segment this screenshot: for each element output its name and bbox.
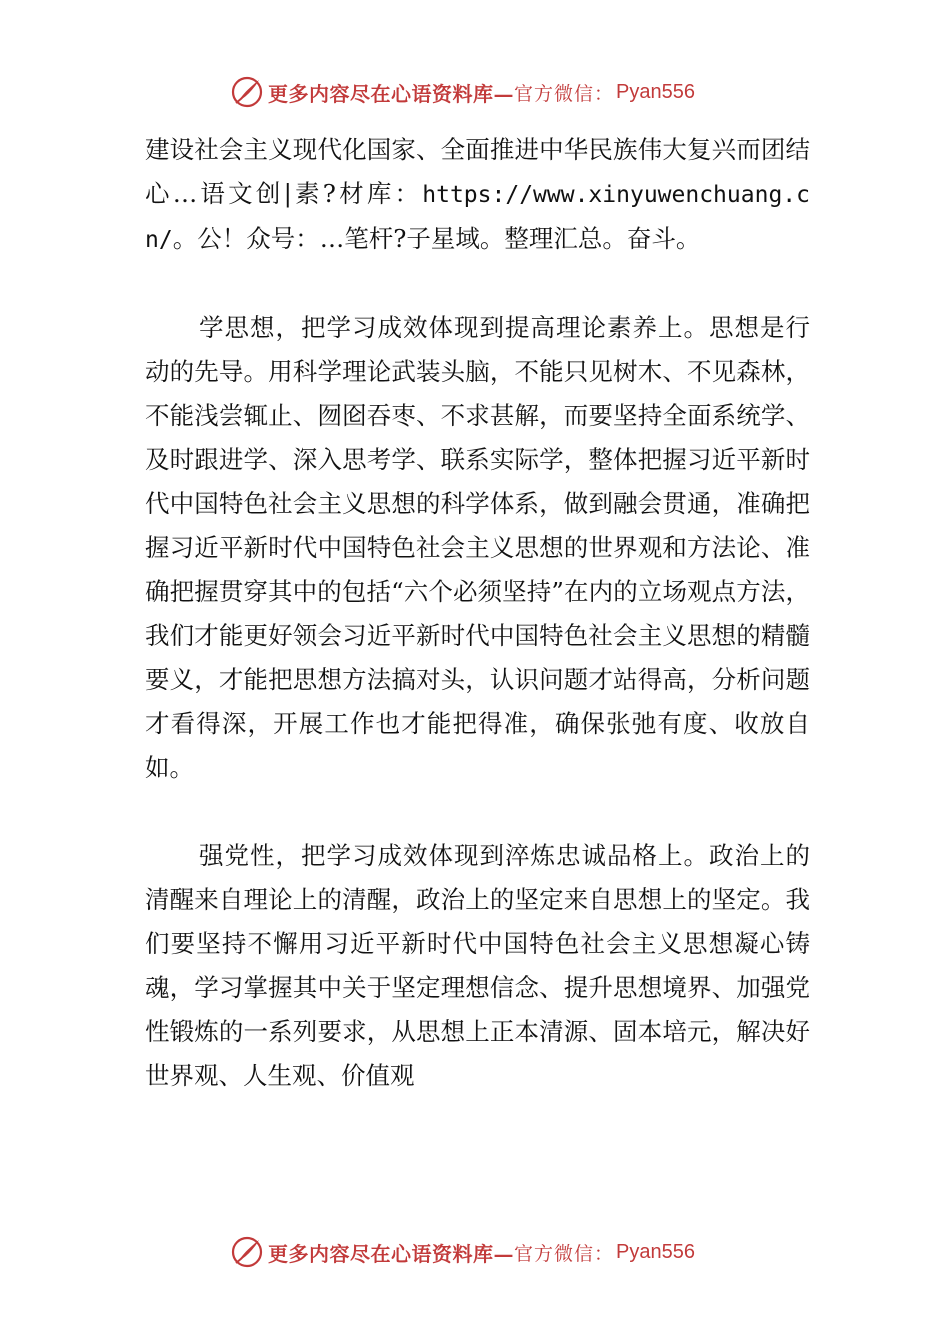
banner-slogan: 更多内容尽在心语资料库— xyxy=(268,1241,514,1266)
header-banner xyxy=(230,72,695,112)
paragraph-gap xyxy=(145,262,810,306)
wechat-label: 官方微信： xyxy=(514,82,615,105)
paragraph-gap xyxy=(145,790,810,834)
paragraph-party-spirit: 强党性，把学习成效体现到淬炼忠诚品格上。政治上的清醒来自理论上的清醒，政治上的坚定来自思想上的坚定。我们要坚持不懈用习近平新时代中国特色社会主义思想凝心铸魂，学习掌握其中关于坚定理想信念、提升思想境界、加强党性锻炼的一系列要求，从思想上正本清源、固本培元，解决好世界观、人生观、价值观 xyxy=(145,841,810,1090)
wechat-label: 官方微信： xyxy=(514,1242,615,1265)
quill-seal-icon xyxy=(230,75,264,109)
banner-slogan: 更多内容尽在心语资料库— xyxy=(268,81,514,106)
intro-paragraph xyxy=(145,128,810,262)
intro-text-2: 。公！众号：…笔杆?子星域。整理汇总。奋斗。 xyxy=(172,224,701,253)
intro-url: https://www.xinyuwenchuang.cn/ xyxy=(145,182,810,253)
wechat-id: Pyan556 xyxy=(616,1240,695,1263)
document-body xyxy=(145,128,810,1098)
quill-seal-icon xyxy=(230,1235,264,1269)
paragraph-study-thought: 学思想，把学习成效体现到提高理论素养上。思想是行动的先导。用科学理论武装头脑，不能只见树木、不见森林，不能浅尝辄止、囫囵吞枣、不求甚解，而要坚持全面系统学、及时跟进学、深入思考学、联系实际学，整体把握习近平新时代中国特色社会主义思想的科学体系，做到融会贯通，准确把握习近平新时代中国特色社会主义思想的世界观和方法论、准确把握贯穿其中的包括“六个必须坚持”在内的立场观点方法，我们才能更好领会习近平新时代中国特色社会主义思想的精髓要义，才能把思想方法搞对头，认识问题才站得高，分析问题才看得深，开展工作也才能把得准，确保张弛有度、收放自如。 xyxy=(145,313,810,782)
wechat-id: Pyan556 xyxy=(616,80,695,103)
intro-text-1: 建设社会主义现代化国家、全面推进中华民族伟大复兴而团结心…语文创|素?材库： xyxy=(145,135,810,208)
footer-banner xyxy=(230,1232,695,1272)
